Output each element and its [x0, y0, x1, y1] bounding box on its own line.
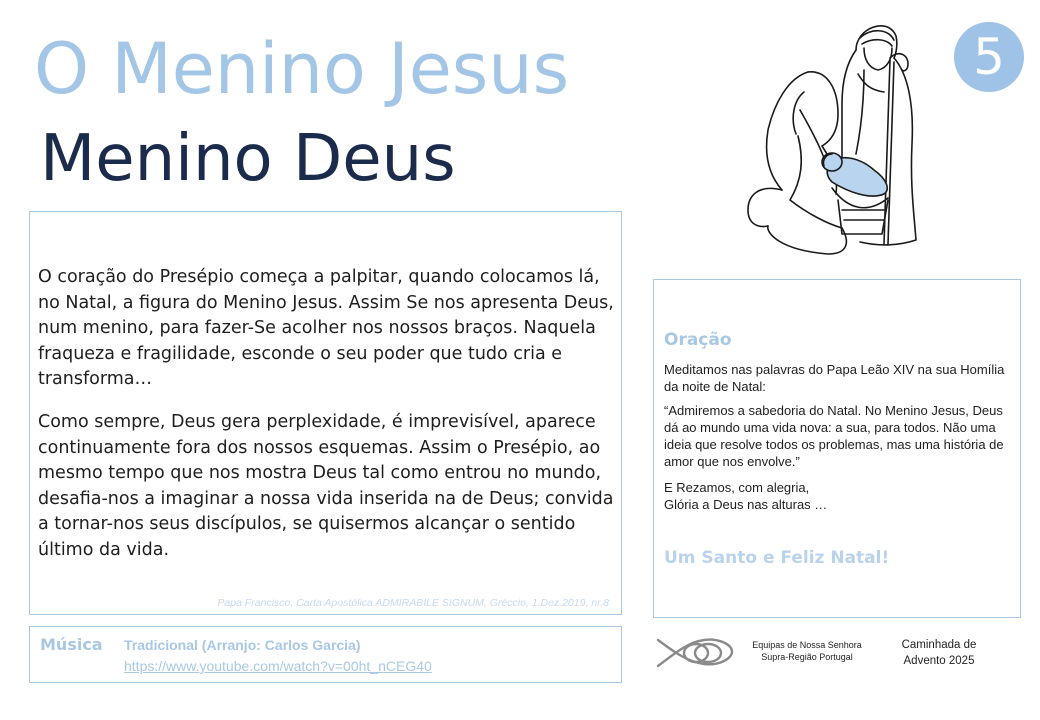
reflection-paragraph-2: Como sempre, Deus gera perplexidade, é imprevisível, aparece continuamente fora dos nossos esquemas. Assim o Presépio, ao mesmo tempo que nos mostra Deus tal como entrou no mundo, desafia-nos a imaginar a nossa vida inserida na de Deus; convida a tornar-nos seus discípulos, se quisermos alcançar o sentido último da vida.: [38, 412, 614, 560]
page-title-line2: Menino Deus: [40, 122, 456, 196]
christmas-greeting: Um Santo e Feliz Natal!: [664, 548, 890, 568]
campaign-name: [886, 637, 992, 669]
reflection-box: [29, 211, 622, 615]
campaign-line1: Caminhada de: [901, 639, 977, 651]
organization-line1: Equipas de Nossa Senhora: [752, 640, 862, 650]
number-badge: 5: [954, 22, 1024, 92]
music-link[interactable]: https://www.youtube.com/watch?v=00ht_nCEG40: [124, 658, 432, 674]
prayer-title: Oração: [664, 330, 732, 350]
organization-line2: Supra-Região Portugal: [761, 652, 853, 662]
campaign-line2: Advento 2025: [903, 655, 975, 667]
prayer-box: [653, 279, 1021, 618]
organization-name: [742, 639, 872, 663]
fish-logo-icon: [654, 632, 736, 674]
prayer-closing-line2: Glória a Deus nas alturas …: [664, 497, 828, 512]
page-title-line1: O Menino Jesus: [34, 28, 570, 110]
music-title: Tradicional (Arranjo: Carlos Garcia): [124, 637, 361, 653]
prayer-intro: Meditamos nas palavras do Papa Leão XIV na sua Homília da noite de Natal:: [664, 362, 1005, 394]
prayer-closing: [664, 479, 1014, 513]
citation: Papa Francisco, Carta Apostólica ADMIRABILE SIGNUM, Gréccio, 1.Dez.2019, nr.8: [217, 597, 609, 609]
reflection-paragraph-1: O coração do Presépio começa a palpitar, quando colocamos lá, no Natal, a figura do Menino Jesus. Assim Se nos apresenta Deus, num menino, para fazer-Se acolher nos nossos braços. Naquela fraqueza e fragilidade, esconde o seu poder que tudo cria e transforma…: [38, 267, 614, 389]
prayer-quote: “Admiremos a sabedoria do Natal. No Menino Jesus, Deus dá ao mundo uma vida nova: a sua, para todos. Não uma ideia que resolve todos os problemas, mas uma história de amor que nos envolve.”: [664, 403, 1004, 469]
nativity-illustration: [738, 14, 938, 260]
music-label: Música: [40, 635, 103, 654]
music-box: [29, 626, 622, 683]
prayer-closing-line1: E Rezamos, com alegria,: [664, 480, 810, 495]
